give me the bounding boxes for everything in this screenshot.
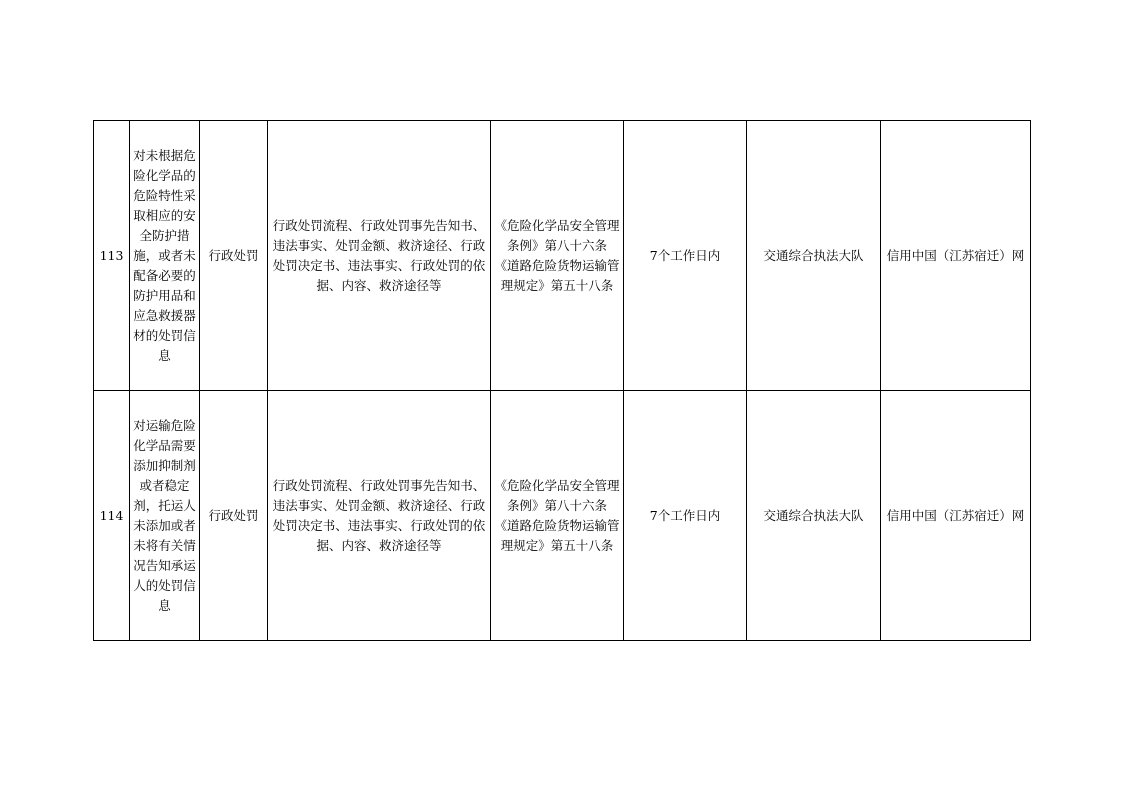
disclosure-content: 行政处罚流程、行政处罚事先告知书、违法事实、处罚金额、救济途径、行政处罚决定书、违法事实、行政处罚的依据、内容、救济途径等 <box>268 391 491 641</box>
row-seq: 113 <box>94 121 130 391</box>
item-name: 对未根据危险化学品的危险特性采取相应的安全防护措施，或者未配备必要的防护用品和应急救援器材的处罚信息 <box>130 121 200 391</box>
item-category: 行政处罚 <box>200 121 268 391</box>
disclosure-platform: 信用中国（江苏宿迁）网 <box>881 391 1031 641</box>
responsible-agency: 交通综合执法大队 <box>747 391 881 641</box>
responsible-agency: 交通综合执法大队 <box>747 121 881 391</box>
item-category: 行政处罚 <box>200 391 268 641</box>
legal-basis-line: 《危险化学品安全管理条例》第八十六条 <box>494 477 620 513</box>
table-row <box>94 121 1031 391</box>
disclosure-table <box>93 120 1031 641</box>
disclosure-platform: 信用中国（江苏宿迁）网 <box>881 121 1031 391</box>
legal-basis <box>491 121 624 391</box>
legal-basis-line: 《道路危险货物运输管理规定》第五十八条 <box>494 517 620 553</box>
disclosure-timeframe: 7个工作日内 <box>624 121 747 391</box>
row-seq: 114 <box>94 391 130 641</box>
table-row <box>94 391 1031 641</box>
disclosure-timeframe: 7个工作日内 <box>624 391 747 641</box>
legal-basis <box>491 391 624 641</box>
legal-basis-line: 《道路危险货物运输管理规定》第五十八条 <box>494 257 620 293</box>
disclosure-content: 行政处罚流程、行政处罚事先告知书、违法事实、处罚金额、救济途径、行政处罚决定书、违法事实、行政处罚的依据、内容、救济途径等 <box>268 121 491 391</box>
item-name: 对运输危险化学品需要添加抑制剂或者稳定剂，托运人未添加或者未将有关情况告知承运人的处罚信息 <box>130 391 200 641</box>
legal-basis-line: 《危险化学品安全管理条例》第八十六条 <box>494 217 620 253</box>
